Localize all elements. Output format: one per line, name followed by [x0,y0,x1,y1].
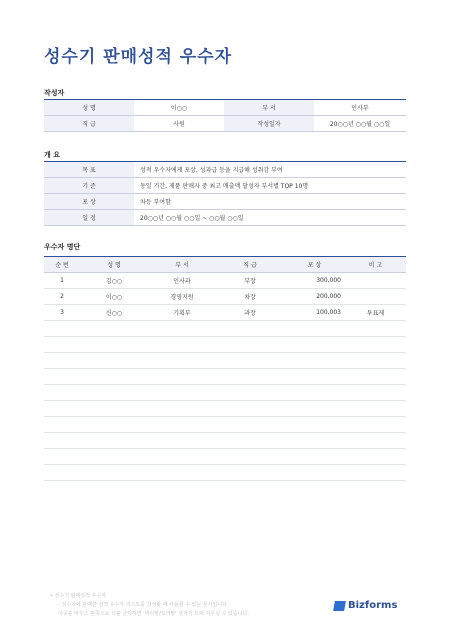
table-cell [80,369,148,385]
table-cell [216,401,284,417]
table-cell: 3 [44,305,80,321]
table-cell [148,401,216,417]
table-cell [44,417,80,433]
table-cell [284,353,345,369]
table-cell: 1 [44,273,80,289]
overview-label: 포 상 [44,194,134,210]
overview-value: 동일 기간, 제품 판매자 중 최고 매출액 달성자 부서별 TOP 10명 [134,178,406,194]
table-cell [44,353,80,369]
overview-label: 기 준 [44,178,134,194]
table-cell: 인사과 [148,273,216,289]
overview-label: 일 정 [44,210,134,226]
list-section-heading: 우수자 명단 [44,243,81,251]
table-cell [284,433,345,449]
table-cell [80,433,148,449]
table-cell: 과장 [216,305,284,321]
table-cell [44,465,80,481]
table-cell [284,417,345,433]
table-row [44,321,406,337]
table-cell [216,337,284,353]
table-cell [345,449,406,465]
table-row [44,417,406,433]
winners-table [44,256,406,481]
table-row [44,353,406,369]
table-cell: 기획부 [148,305,216,321]
table-cell [216,465,284,481]
overview-row [44,194,406,210]
table-cell [80,417,148,433]
name-label: 성 명 [44,100,134,116]
author-table [44,99,406,132]
table-row [44,273,406,289]
table-row [44,385,406,401]
table-cell: 이○○ [80,289,148,305]
table-cell: 신○○ [80,305,148,321]
date-value: 20○○년 ○○월 ○○일 [314,116,406,132]
overview-section-heading: 개 요 [44,151,60,159]
table-row [44,465,406,481]
table-row [44,369,406,385]
table-row [44,433,406,449]
table-cell [80,385,148,401]
department-value: 인사부 [314,100,406,116]
table-cell [148,353,216,369]
name-value: 이○○ [134,100,224,116]
table-cell: 100,003 [284,305,345,321]
table-cell [148,465,216,481]
table-cell [345,417,406,433]
column-header: 부 서 [148,257,216,273]
overview-row [44,162,406,178]
table-cell [44,449,80,465]
date-label: 작성일자 [224,116,314,132]
table-cell: 부장 [216,273,284,289]
table-cell [80,337,148,353]
author-section-heading: 작성자 [44,89,65,97]
table-cell [216,417,284,433]
footer-note [50,592,249,619]
table-cell [44,337,80,353]
table-cell [216,369,284,385]
table-cell [284,401,345,417]
brand-logo-icon [333,601,346,611]
table-cell [148,417,216,433]
table-cell [148,369,216,385]
table-cell [148,337,216,353]
column-header: 비 고 [345,257,406,273]
table-cell: 차장 [216,289,284,305]
table-cell: 200,000 [284,289,345,305]
author-row [44,116,406,132]
author-row [44,100,406,116]
table-cell [345,273,406,289]
rank-label: 직 급 [44,116,134,132]
brand-name: Bizforms [348,600,398,611]
table-cell: 300,000 [284,273,345,289]
table-cell [216,321,284,337]
table-cell [80,321,148,337]
table-cell [44,385,80,401]
table-cell [80,465,148,481]
table-cell [44,369,80,385]
table-cell [148,449,216,465]
table-cell [80,449,148,465]
table-cell [80,353,148,369]
footer-line: 이곳을 마우스 왼쪽으로 더블 클릭하면 '머리말/꼬리말' 상자가 뜨며 지우실 수 있습니다. [58,611,249,617]
table-cell [216,433,284,449]
table-cell [345,289,406,305]
table-cell [284,369,345,385]
table-cell [80,401,148,417]
department-label: 부 서 [224,100,314,116]
table-cell: 2 [44,289,80,305]
column-header: 순 번 [44,257,80,273]
overview-value: 성적 우수자에게 포상, 성과급 등을 지급해 성취감 부여 [134,162,406,178]
table-row [44,289,406,305]
table-cell [148,433,216,449]
table-cell: 김○○ [80,273,148,289]
table-cell [345,337,406,353]
overview-table [44,161,406,226]
footer-line: - 성수기에 판매한 성적 우수자 리스트를 작성할 때 사용할 수 있는 문서입니다. [58,602,229,608]
table-cell [345,369,406,385]
overview-row [44,178,406,194]
table-cell: 투표제 [345,305,406,321]
table-cell [216,449,284,465]
table-row [44,337,406,353]
table-header-row [44,257,406,273]
table-cell [345,465,406,481]
table-cell [345,321,406,337]
brand-logo [334,600,397,611]
overview-value: 차등 부여함 [134,194,406,210]
table-cell [148,321,216,337]
table-cell [148,385,216,401]
column-header: 성 명 [80,257,148,273]
table-cell [284,337,345,353]
table-row [44,449,406,465]
rank-value: 사원 [134,116,224,132]
table-cell [284,385,345,401]
table-cell [284,465,345,481]
table-cell: 경영지원 [148,289,216,305]
table-cell [44,433,80,449]
table-cell [284,321,345,337]
column-header: 직 급 [216,257,284,273]
table-cell [216,385,284,401]
table-cell [345,385,406,401]
table-cell [345,401,406,417]
footer-line: • 성수기 판매성적 우수자 [50,593,107,599]
table-cell [345,433,406,449]
page-title: 성수기 판매성적 우수자 [44,47,233,67]
overview-row [44,210,406,226]
table-cell [345,353,406,369]
table-cell [216,353,284,369]
table-row [44,305,406,321]
column-header: 포 상 [284,257,345,273]
overview-label: 목 표 [44,162,134,178]
table-cell [44,401,80,417]
overview-value: 20○○년 ○○월 ○○일 ~ ○○월 ○○일 [134,210,406,226]
table-row [44,401,406,417]
table-cell [284,449,345,465]
table-cell [44,321,80,337]
